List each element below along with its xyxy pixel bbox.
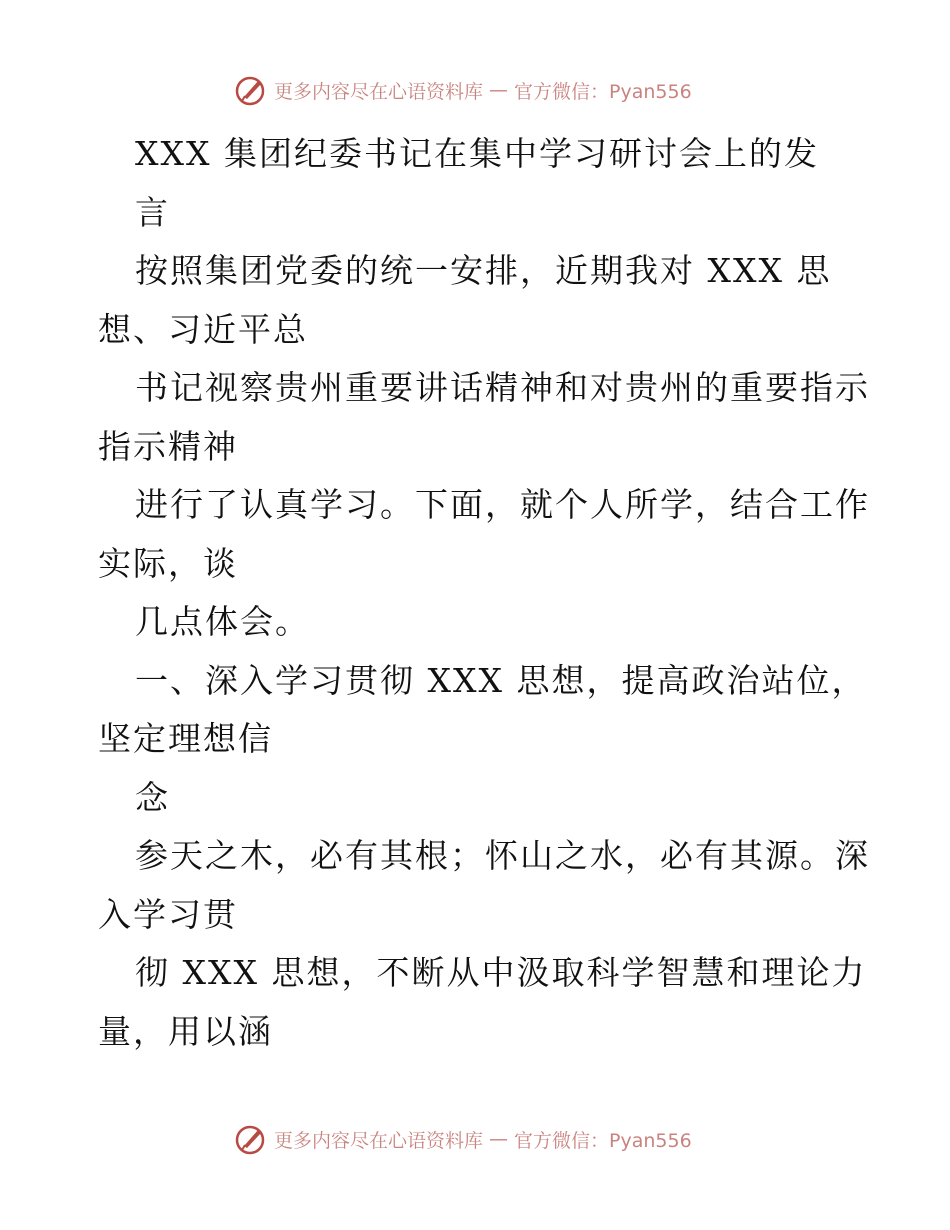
header-site-text: 更多内容尽在心语资料库 <box>274 80 484 103</box>
doc-line: 言 <box>135 192 170 232</box>
document-body <box>98 125 870 1061</box>
doc-line: 参天之木，必有其根；怀山之水，必有其源。深 <box>135 836 870 875</box>
doc-line: 几点体会。 <box>135 602 310 641</box>
quill-logo-icon <box>234 1122 268 1156</box>
doc-line: 想、习近平总 <box>98 309 308 349</box>
doc-line: 按照集团党委的统一安排，近期我对 XXX 思 <box>135 251 832 290</box>
doc-line: 书记视察贵州重要讲话精神和对贵州的重要指示 <box>135 368 870 407</box>
doc-line: 一、深入学习贯彻 XXX 思想，提高政治站位， <box>135 660 867 700</box>
footer-site-text: 更多内容尽在心语资料库 <box>274 1129 484 1152</box>
doc-line: 念 <box>135 777 170 817</box>
header-wechat-text: 官方微信：Pyan556 <box>514 80 692 103</box>
doc-line: 进行了认真学习。下面，就个人所学，结合工作 <box>135 485 870 524</box>
footer-separator: — <box>489 1128 509 1150</box>
doc-line: 彻 XXX 思想，不断从中汲取科学智慧和理论力 <box>135 953 867 992</box>
doc-line: 指示精神 <box>98 426 238 466</box>
footer-watermark <box>234 1120 754 1158</box>
quill-logo-icon <box>234 73 268 107</box>
footer-wechat-text: 官方微信：Pyan556 <box>514 1129 692 1152</box>
doc-line: 坚定理想信 <box>98 719 273 758</box>
doc-line: 实际，谈 <box>98 543 238 583</box>
header-watermark <box>234 71 754 109</box>
doc-line: 入学习贯 <box>98 894 238 934</box>
header-separator: — <box>489 79 509 101</box>
doc-line: 量，用以涵 <box>98 1011 273 1051</box>
doc-line: XXX 集团纪委书记在集中学习研讨会上的发 <box>135 134 819 173</box>
